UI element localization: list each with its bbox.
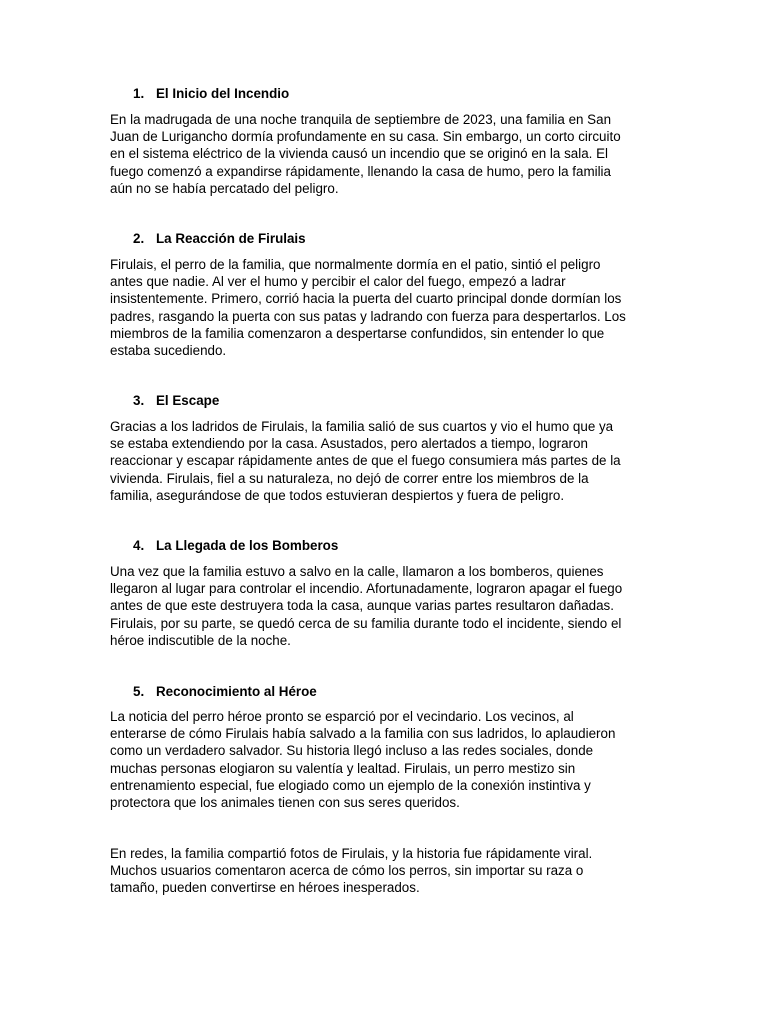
paragraph-line: vivienda. Firulais, fiel a su naturaleza, no dejó de correr entre los miembros de la (110, 470, 589, 486)
section-3-paragraph (110, 418, 670, 504)
paragraph-line: protectora que los animales tienen con sus seres queridos. (110, 795, 460, 811)
paragraph-line: reaccionar y escapar rápidamente antes de que el fuego consumiera más partes de la (110, 453, 621, 469)
paragraph-line: miembros de la familia comenzaron a despertarse confundidos, sin entender lo que (110, 325, 605, 341)
paragraph-line: llegaron al lugar para controlar el incendio. Afortunadamente, lograron apagar el fuego (110, 581, 623, 597)
section-5-heading (133, 683, 317, 700)
section-1-heading (133, 85, 289, 102)
section-3-number: 3. (133, 393, 145, 408)
paragraph-line: Muchos usuarios comentaron acerca de cómo los perros, sin importar su raza o (110, 863, 584, 879)
paragraph-line: en el sistema eléctrico de la vivienda causó un incendio que se originó en la sala. El (110, 146, 608, 162)
paragraph-line: entrenamiento especial, fue elogiado como un ejemplo de la conexión instintiva y (110, 777, 591, 793)
paragraph-line: familia, asegurándose de que todos estuvieran despiertos y fuera de peligro. (110, 487, 565, 503)
paragraph-line: Firulais, por su parte, se quedó cerca de su familia durante todo el incidente, siendo el (110, 615, 622, 631)
section-4-paragraph (110, 563, 670, 649)
paragraph-line: antes de que este destruyera toda la casa, aunque varias partes resultaron dañadas. (110, 598, 614, 614)
paragraph-line: enterarse de cómo Firulais había salvado a la familia con sus ladridos, lo aplaudieron (110, 726, 616, 742)
paragraph-line: héroe indiscutible de la noche. (110, 632, 291, 648)
paragraph-line: fuego comenzó a expandirse rápidamente, llenando la casa de humo, pero la familia (110, 163, 611, 179)
section-3-title: El Escape (156, 393, 220, 408)
section-2-number: 2. (133, 231, 145, 246)
paragraph-line: como un verdadero salvador. Su historia llegó incluso a las redes sociales, donde (110, 743, 594, 759)
section-5-number: 5. (133, 684, 145, 699)
section-2-title: La Reacción de Firulais (156, 231, 306, 246)
section-2-paragraph (110, 256, 670, 359)
section-4-heading (133, 537, 338, 554)
paragraph-line: insistentemente. Primero, corrió hacia la puerta del cuarto principal donde dormían los (110, 291, 622, 307)
paragraph-line: se estaba extendiendo por la casa. Asustados, pero alertados a tiempo, lograron (110, 436, 588, 452)
paragraph-line: En redes, la familia compartió fotos de Firulais, y la historia fue rápidamente viral. (110, 846, 593, 861)
section-1-number: 1. (133, 86, 145, 101)
paragraph-line: Juan de Lurigancho dormía profundamente en su casa. Sin embargo, un corto circuito (110, 129, 621, 145)
section-5-title: Reconocimiento al Héroe (156, 684, 317, 699)
section-2-heading (133, 230, 306, 247)
paragraph-line: La noticia del perro héroe pronto se esparció por el vecindario. Los vecinos, al (110, 709, 574, 724)
section-3-heading (133, 392, 219, 409)
closing-paragraph (110, 845, 670, 897)
paragraph-line: antes que nadie. Al ver el humo y percibir el calor del fuego, empezó a ladrar (110, 274, 566, 290)
paragraph-line: En la madrugada de una noche tranquila de septiembre de 2023, una familia en San (110, 112, 612, 127)
paragraph-line: aún no se había percatado del peligro. (110, 180, 339, 196)
section-1-paragraph (110, 111, 670, 197)
section-4-title: La Llegada de los Bomberos (156, 538, 339, 553)
paragraph-line: Una vez que la familia estuvo a salvo en la calle, llamaron a los bomberos, quienes (110, 564, 604, 579)
paragraph-line: tamaño, pueden convertirse en héroes inesperados. (110, 880, 420, 896)
section-1-title: El Inicio del Incendio (156, 86, 290, 101)
paragraph-line: Gracias a los ladridos de Firulais, la familia salió de sus cuartos y vio el humo que ya (110, 419, 614, 434)
section-4-number: 4. (133, 538, 145, 553)
section-5-paragraph (110, 708, 670, 811)
paragraph-line: estaba sucediendo. (110, 343, 227, 359)
paragraph-line: Firulais, el perro de la familia, que normalmente dormía en el patio, sintió el peligro (110, 257, 601, 272)
paragraph-line: padres, rasgando la puerta con sus patas y ladrando con fuerza para despertarlos. Los (110, 308, 626, 324)
paragraph-line: muchas personas elogiaron su valentía y lealtad. Firulais, un perro mestizo sin (110, 760, 576, 776)
